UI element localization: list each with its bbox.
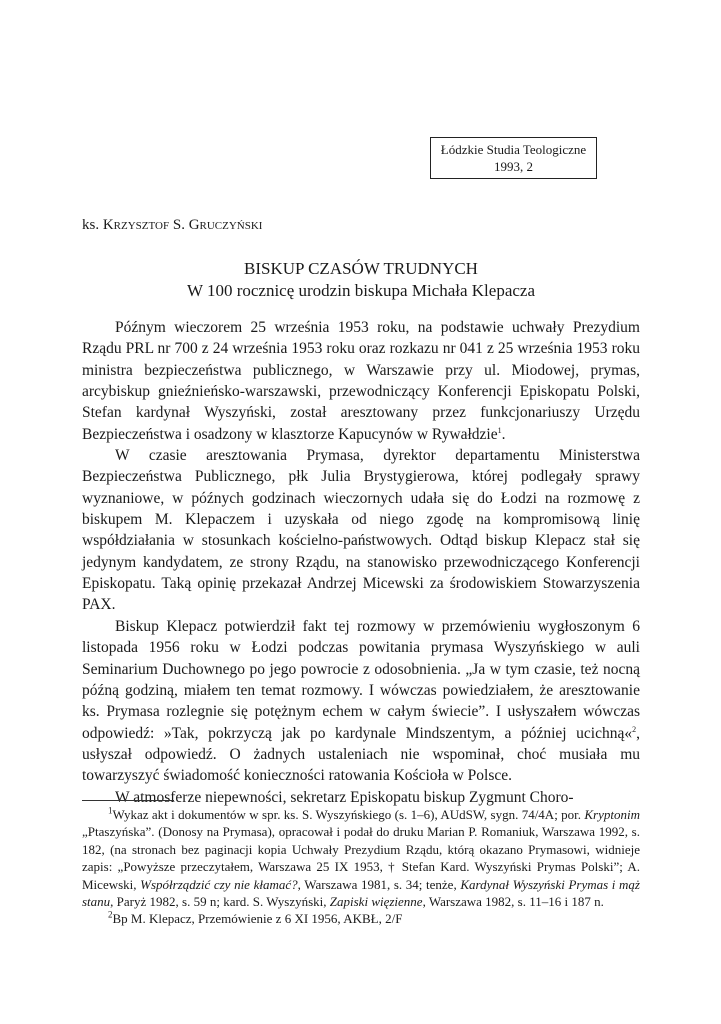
author-prefix: ks. <box>82 217 100 233</box>
paragraph <box>82 317 640 445</box>
journal-name: Łódzkie Studia Teologiczne <box>440 142 587 157</box>
footnote-divider <box>82 800 174 801</box>
paragraph <box>82 616 640 787</box>
article-title-block <box>82 258 640 302</box>
footnote-ref: 2 <box>632 724 637 734</box>
footnote-text: , Warszawa 1982, s. 11–16 i 187 n. <box>422 894 604 910</box>
footnote-text: , Warszawa 1981, s. 34; tenże, <box>297 876 461 892</box>
footnote-text: , Paryż 1982, s. 59 n; kard. S. Wyszyński, <box>110 894 330 910</box>
paragraph: W atmosferze niepewności, sekretarz Episkopatu biskup Zygmunt Choro- <box>115 788 574 806</box>
article-subtitle: W 100 rocznicę urodzin biskupa Michała Klepacza <box>186 281 536 300</box>
footnote-number: 1 <box>108 805 113 816</box>
footnote-text: Wykaz akt i dokumentów w spr. ks. S. Wyszyńskiego (s. 1–6), AUdSW, sygn. 74/4A; por. <box>112 807 585 822</box>
footnote-italic: Kardynał Wyszyński Prymas i mąż stanu <box>82 876 640 910</box>
footnote-1 <box>82 806 640 910</box>
paragraph-text: Późnym wieczorem 25 września 1953 roku, na podstawie uchwały Prezydium Rządu PRL nr 700 z 24 września 1953 roku oraz rozkazu nr 041 z 25 września 1953 roku ministra bezpieczeństwa publicznego, w Warszawie przy ul. Miodowej, prymas, arcybiskup gnieźnieńsko-warszawski, przewodniczący Konferencji Episkopatu Polski, Stefan kardynał Wyszyński, został aresztowany przez funkcjonariuszy Urzędu Bezpieczeństwa i osadzony w klasztorze Kapucynów w Rywałdzie <box>82 319 640 443</box>
article-body <box>82 317 640 808</box>
footnote-text: „Ptaszyńska”. (Donosy na Prymasa), opracował i podał do druku Marian P. Romaniuk, Warszawa 1992, s. 182, (na stronach bez paginacji kopia Uchwały Prezydium Rządu, którą okazano Prymasowi, widnieje zapis: „Powyższe przeczytałem, Warszawa 25 IX 1953, † Stefan Kard. Wyszyński Prymas Polski”; A. Micewski, <box>82 824 640 892</box>
author-name: Krzysztof S. Gruczyński <box>102 217 263 233</box>
footnote-text: Bp M. Klepacz, Przemówienie z 6 XI 1956, AKBŁ, 2/F <box>112 911 403 927</box>
paragraph-text: Biskup Klepacz potwierdził fakt tej rozmowy w przemówieniu wygłoszonym 6 listopada 1956 roku w Łodzi podczas powitania prymasa Wyszyńskiego w auli Seminarium Duchownego po jego powrocie z odosobnienia. „Ja w tym czasie, też nocną późną godziną, miałem ten temat rozmowy. I wówczas powiedziałem, że aresztowanie ks. Prymasa rozlegnie się potężnym echem w całym świecie”. I usłyszałem wówczas odpowiedź: »Tak, pokrzyczą jak po kardynale Mindszentym, a później ucichną« <box>82 617 640 742</box>
paragraph: W czasie aresztowania Prymasa, dyrektor departamentu Ministerstwa Bezpieczeństwa Publicznego, płk Julia Brystygierowa, której podlegały sprawy wyznaniowe, w późnych godzinach wieczornych udała się do Łodzi na rozmowę z biskupem M. Klepaczem i uzyskała od niego zgodę na kompromisową linię współdziałania w stosunkach kościelno-państwowych. Odtąd biskup Klepacz stał się jedynym kandydatem, ze strony Rządu, na stanowisko przewodniczącego Konferencji Episkopatu. Taką opinię przekazał Andrzej Micewski za środowiskiem Stowarzyszenia PAX. <box>82 447 640 614</box>
footnote-2 <box>82 910 640 927</box>
journal-year-issue: 1993, 2 <box>494 159 533 174</box>
footnote-ref: 1 <box>497 425 502 435</box>
author-line <box>82 217 262 234</box>
journal-info-box <box>430 137 597 179</box>
footnote-italic: Zapiski więzienne <box>329 894 423 910</box>
article-title: BISKUP CZASÓW TRUDNYCH <box>244 259 478 278</box>
footnotes <box>82 806 640 928</box>
paragraph-text: , usłyszał odpowiedź. O żadnych ustaleniach nie wspominał, choć musiała mu towarzyszyć świadomość konieczności ratowania Kościoła w Polsce. <box>82 724 640 785</box>
footnote-italic: Współrządzić czy nie kłamać? <box>140 876 298 892</box>
footnote-italic: Kryptonim <box>584 807 640 822</box>
footnote-number: 2 <box>108 910 113 921</box>
paragraph-end: . <box>501 425 506 443</box>
